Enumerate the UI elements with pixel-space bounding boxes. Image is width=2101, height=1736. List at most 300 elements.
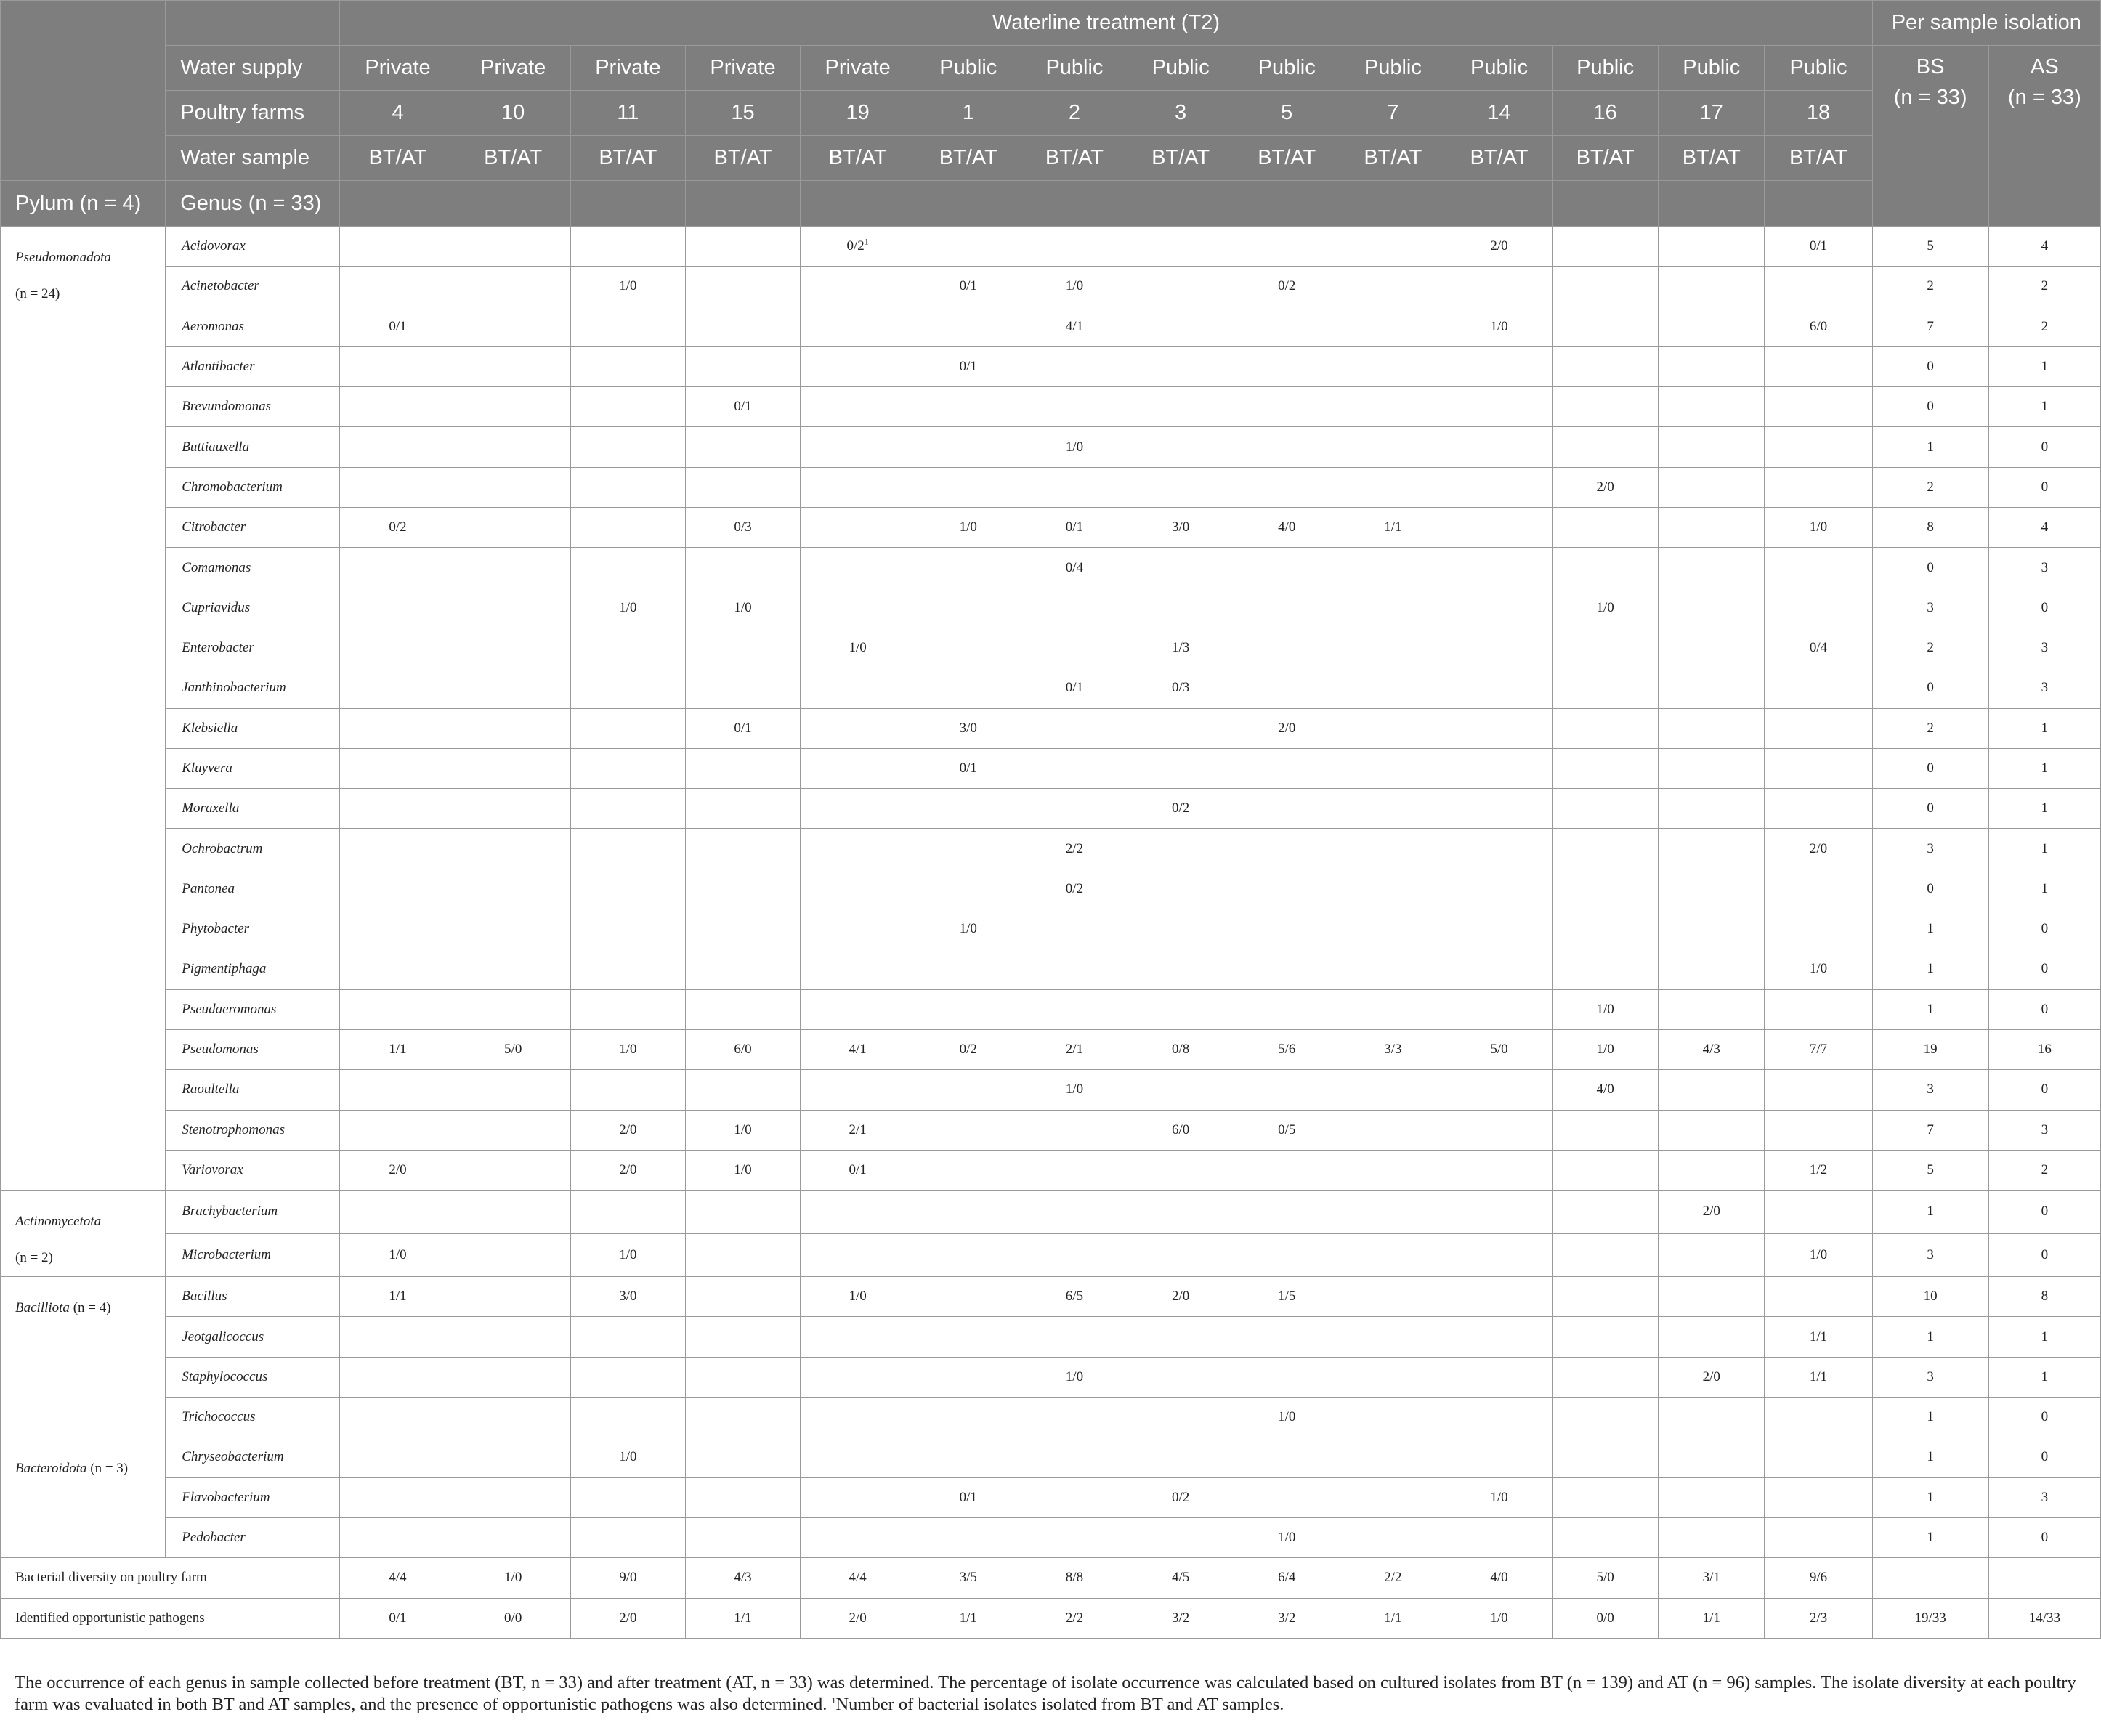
isolate-count-cell [1765,1357,1872,1397]
isolate-count-cell [1446,467,1552,507]
isolate-count-cell [340,588,456,628]
bs-count-cell: 1 [1872,909,1988,949]
isolate-count-cell [915,789,1021,829]
bs-header [1872,46,1988,227]
isolate-count-cell [340,508,456,548]
poultry-farm-cell: 14 [1446,91,1552,136]
isolate-count-cell [685,387,800,427]
isolate-count-cell [570,1029,685,1069]
phylum-cell [1,1191,166,1277]
isolate-count-cell [570,909,685,949]
summary-cell: 3/2 [1234,1598,1340,1638]
summary-cell: 4/4 [801,1558,915,1598]
isolate-count-cell [1128,1317,1234,1357]
isolate-count-cell [1234,789,1340,829]
isolate-count-value: 2/0 [1278,720,1296,736]
genus-cell: Atlantibacter [166,346,340,386]
isolate-count-cell [1340,789,1446,829]
isolate-count-cell [1659,227,1765,267]
summary-cell: 1/0 [456,1558,570,1598]
isolate-count-cell [685,748,800,788]
isolate-count-cell [1128,748,1234,788]
isolate-count-cell [1234,1070,1340,1110]
isolate-count-cell [1446,628,1552,668]
isolate-count-cell [685,508,800,548]
isolate-count-cell [1340,1070,1446,1110]
isolate-count-cell [685,789,800,829]
water-supply-cell: Public [1446,46,1552,91]
isolate-count-cell [1446,1477,1552,1517]
bs-count-cell: 5 [1872,1150,1988,1190]
isolate-count-cell [1446,668,1552,708]
isolate-count-cell [915,1398,1021,1437]
isolate-count-cell [1021,708,1128,748]
isolate-count-value: 2/0 [1490,238,1508,254]
isolate-count-cell [570,1357,685,1397]
isolate-count-value: 0/1 [959,1489,977,1505]
genus-cell: Enterobacter [166,628,340,668]
isolate-count-cell [801,548,915,588]
footnote-mark: 1 [831,1695,836,1705]
isolate-count-cell [1234,588,1340,628]
bs-n-label: (n = 33) [1893,86,1967,109]
isolate-count-cell [1021,1277,1128,1317]
isolate-count-cell [1340,1477,1446,1517]
isolate-count-cell [570,1150,685,1190]
isolate-count-value: 1/0 [1278,1530,1296,1546]
isolate-count-cell [340,307,456,346]
isolate-count-cell [1234,708,1340,748]
table-row [1,346,2101,386]
as-count-cell: 0 [1988,989,2100,1029]
isolate-count-cell [1340,989,1446,1029]
water-supply-cell: Public [1234,46,1340,91]
isolate-count-cell [1021,467,1128,507]
isolate-count-cell [1659,1150,1765,1190]
isolate-count-value: 1/0 [849,640,867,656]
as-count-cell: 1 [1988,748,2100,788]
isolate-count-cell [1234,1517,1340,1557]
table-row [1,1277,2101,1317]
isolate-count-cell [1340,1191,1446,1234]
isolate-count-cell [1234,307,1340,346]
isolate-count-cell [1021,1233,1128,1277]
isolate-count-cell [570,708,685,748]
as-count-cell: 1 [1988,387,2100,427]
as-count-cell: 2 [1988,1150,2100,1190]
isolate-count-value: 1/0 [1065,1082,1084,1098]
as-count-cell: 1 [1988,346,2100,386]
isolate-count-value: 6/0 [1171,1121,1190,1137]
genus-cell: Comamonas [166,548,340,588]
isolate-count-cell [801,1398,915,1437]
isolate-count-cell [1234,267,1340,307]
isolate-count-cell [570,346,685,386]
isolate-count-cell [1021,588,1128,628]
isolate-count-value: 0/2 [389,519,407,535]
isolate-count-cell [915,267,1021,307]
bs-count-cell: 7 [1872,307,1988,346]
isolate-count-cell [1021,1070,1128,1110]
header-blank-phylum [1,1,166,181]
isolate-count-cell [1446,1398,1552,1437]
isolate-count-cell [1553,1233,1659,1277]
isolate-count-cell [456,548,570,588]
poultry-farm-cell: 11 [570,91,685,136]
bs-label: BS [1916,55,1945,78]
isolate-count-cell [1446,267,1552,307]
isolate-count-cell [1446,508,1552,548]
water-supply-cell: Public [1659,46,1765,91]
bs-count-cell: 10 [1872,1277,1988,1317]
isolate-count-cell [1765,387,1872,427]
isolate-count-cell [1340,949,1446,989]
isolate-count-cell [456,1191,570,1234]
isolate-count-value: 3/3 [1384,1042,1402,1058]
isolate-count-cell [801,227,915,267]
isolate-count-cell [1021,1150,1128,1190]
isolate-count-cell [801,307,915,346]
isolate-count-cell [915,1317,1021,1357]
isolate-count-cell [340,989,456,1029]
isolate-count-cell [1553,1277,1659,1317]
isolate-count-cell [1659,708,1765,748]
isolate-count-cell [1659,1437,1765,1477]
header-blank-cell [340,181,456,227]
isolate-count-cell [685,668,800,708]
isolate-count-cell [1659,548,1765,588]
poultry-farms-label: Poultry farms [166,91,340,136]
isolate-count-cell [456,1110,570,1150]
header-blank-cell [685,181,800,227]
isolate-count-cell [1340,708,1446,748]
isolate-count-cell [915,1517,1021,1557]
isolate-count-value: 4/1 [1065,318,1084,334]
isolate-count-cell [915,1029,1021,1069]
table-row [1,1398,2101,1437]
isolate-count-cell [1659,989,1765,1029]
isolate-count-value: 1/0 [1596,1042,1614,1058]
phylum-count: (n = 4) [73,1300,111,1316]
table-row [1,829,2101,869]
isolate-count-cell [1446,307,1552,346]
as-count-cell: 1 [1988,708,2100,748]
isolate-count-value: 1/1 [389,1042,407,1058]
isolate-count-value: 0/1 [1809,238,1828,254]
isolate-count-cell [1553,1070,1659,1110]
bs-count-cell: 0 [1872,548,1988,588]
isolate-count-cell [1446,949,1552,989]
isolate-count-cell [1765,1277,1872,1317]
isolate-count-cell [456,1517,570,1557]
genus-cell: Moraxella [166,789,340,829]
isolate-count-cell [1340,508,1446,548]
bs-count-cell: 0 [1872,668,1988,708]
isolate-count-cell [1765,548,1872,588]
isolate-count-cell [1553,708,1659,748]
isolate-count-value: 0/4 [1809,640,1828,656]
isolate-count-cell [340,628,456,668]
isolate-count-cell [1021,1477,1128,1517]
isolate-count-cell [801,869,915,909]
isolate-count-cell [915,307,1021,346]
isolate-count-cell [456,588,570,628]
isolate-count-value: 0/2 [846,238,865,254]
water-sample-cell: BT/AT [1021,136,1128,181]
genus-cell: Kluyvera [166,748,340,788]
isolate-count-cell [456,829,570,869]
as-count-cell: 3 [1988,668,2100,708]
isolate-count-cell [801,467,915,507]
isolate-count-cell [1765,1317,1872,1357]
isolate-count-cell [1021,1517,1128,1557]
isolate-count-cell [915,227,1021,267]
genus-cell: Pedobacter [166,1517,340,1557]
isolate-count-cell [456,467,570,507]
isolate-count-cell [1340,668,1446,708]
header-blank-cell [456,181,570,227]
isolate-count-cell [570,508,685,548]
isolate-count-cell [1446,1277,1552,1317]
isolate-count-cell [801,1517,915,1557]
isolate-count-cell [1234,467,1340,507]
isolate-count-cell [1765,1150,1872,1190]
isolate-count-cell [1659,1517,1765,1557]
isolate-count-cell [1446,227,1552,267]
isolate-count-cell [1553,989,1659,1029]
isolate-count-value: 3/0 [959,720,977,736]
genus-cell: Cupriavidus [166,588,340,628]
isolate-count-cell [1765,1398,1872,1437]
water-supply-cell: Private [801,46,915,91]
isolate-count-value: 2/2 [1065,840,1084,856]
isolate-count-cell [1659,668,1765,708]
isolate-count-cell [1659,1317,1765,1357]
isolate-count-cell [340,1070,456,1110]
isolate-count-cell [685,267,800,307]
isolate-count-cell [801,508,915,548]
isolate-count-cell [1021,227,1128,267]
as-count-cell: 0 [1988,467,2100,507]
isolate-count-cell [1765,307,1872,346]
isolate-count-cell [1021,1398,1128,1437]
isolate-count-cell [1553,1317,1659,1357]
isolate-count-cell [915,1070,1021,1110]
isolate-count-value: 1/0 [1809,1246,1828,1262]
isolate-count-cell [1340,548,1446,588]
isolate-count-cell [1446,548,1552,588]
bs-count-cell: 1 [1872,1317,1988,1357]
isolate-count-cell [1340,1110,1446,1150]
header-blank-cell [1234,181,1340,227]
isolate-count-cell [1234,909,1340,949]
as-count-cell: 0 [1988,949,2100,989]
isolate-count-cell [801,949,915,989]
isolate-count-cell [570,949,685,989]
as-count-cell: 0 [1988,1233,2100,1277]
isolate-count-cell [1765,909,1872,949]
as-count-cell: 0 [1988,1398,2100,1437]
summary-as-cell [1988,1558,2100,1598]
isolate-count-cell [570,1317,685,1357]
isolate-count-value: 1/0 [959,921,977,937]
table-row [1,989,2101,1029]
isolate-count-value: 0/1 [959,278,977,294]
summary-cell: 2/2 [1340,1558,1446,1598]
isolate-count-cell [1340,1150,1446,1190]
isolate-count-cell [685,346,800,386]
isolate-count-cell [1128,1398,1234,1437]
isolate-count-cell [1553,949,1659,989]
isolate-count-cell [1765,668,1872,708]
isolate-count-cell [1659,1277,1765,1317]
isolate-count-cell [685,467,800,507]
phylum-cell [1,1277,166,1437]
table-header [1,1,2101,227]
isolate-count-cell [801,1029,915,1069]
isolate-count-value: 1/0 [1490,1489,1508,1505]
as-count-cell: 1 [1988,869,2100,909]
summary-row [1,1558,2101,1598]
isolate-count-cell [1765,588,1872,628]
isolate-count-cell [1340,267,1446,307]
isolate-count-value: 5/0 [504,1042,522,1058]
isolate-count-value: 2/0 [389,1161,407,1177]
isolate-count-cell [685,1398,800,1437]
genus-cell: Acidovorax [166,227,340,267]
isolate-count-cell [1340,1437,1446,1477]
isolate-count-cell [1340,588,1446,628]
isolate-count-value: 6/0 [1809,318,1828,334]
isolate-count-cell [915,708,1021,748]
genus-cell: Brevundomonas [166,387,340,427]
summary-cell: 5/0 [1553,1558,1659,1598]
isolate-count-cell [1553,1398,1659,1437]
isolate-count-value: 0/2 [1171,800,1190,816]
per-sample-header: Per sample isolation [1872,1,2100,46]
isolate-count-cell [1765,1233,1872,1277]
genus-cell: Pantonea [166,869,340,909]
genus-cell: Variovorax [166,1150,340,1190]
isolate-count-cell [1021,508,1128,548]
isolate-count-cell [570,1070,685,1110]
isolate-count-cell [801,708,915,748]
isolate-count-value: 1/5 [1278,1289,1296,1305]
isolate-count-cell [570,427,685,467]
isolate-count-cell [1765,1110,1872,1150]
isolate-count-value: 2/0 [1809,840,1828,856]
isolate-count-cell [685,869,800,909]
summary-as-cell: 14/33 [1988,1598,2100,1638]
isolate-count-cell [1446,1357,1552,1397]
phylum-name: Pseudomonadota [15,250,111,265]
bs-count-cell: 0 [1872,869,1988,909]
isolate-count-cell [1128,628,1234,668]
isolate-count-value: 1/0 [1065,439,1084,455]
isolate-count-cell [1340,1029,1446,1069]
isolate-count-value: 0/1 [959,760,977,776]
isolate-count-cell [1659,1191,1765,1234]
table-row [1,548,2101,588]
as-count-cell: 4 [1988,227,2100,267]
header-blank-genus [166,1,340,46]
isolate-count-cell [1128,1233,1234,1277]
isolate-count-cell [1553,1150,1659,1190]
isolate-count-cell [1553,1477,1659,1517]
header-row-water-sample [1,136,2101,181]
isolate-count-cell [1021,1029,1128,1069]
header-blank-cell [915,181,1021,227]
isolate-count-cell [1765,227,1872,267]
isolate-count-value: 1/0 [734,599,752,615]
poultry-farm-cell: 10 [456,91,570,136]
phylum-column-label: Pylum (n = 4) [1,181,166,227]
isolate-count-cell [1446,427,1552,467]
isolate-count-cell [1021,427,1128,467]
isolate-count-cell [1765,1029,1872,1069]
water-sample-cell: BT/AT [1128,136,1234,181]
isolate-count-cell [570,869,685,909]
genus-cell: Bacillus [166,1277,340,1317]
bs-count-cell: 1 [1872,1437,1988,1477]
isolate-count-cell [340,427,456,467]
bs-count-cell: 0 [1872,748,1988,788]
isolate-count-cell [1659,1029,1765,1069]
isolate-count-cell [1128,548,1234,588]
table-row [1,1191,2101,1234]
isolate-count-value: 1/0 [619,1042,637,1058]
table-row [1,387,2101,427]
poultry-farm-cell: 1 [915,91,1021,136]
isolate-count-cell [1128,909,1234,949]
isolate-count-cell [1340,1317,1446,1357]
genus-cell: Buttiauxella [166,427,340,467]
genus-cell: Aeromonas [166,307,340,346]
isolate-count-cell [340,227,456,267]
isolate-count-cell [685,1357,800,1397]
isolate-count-cell [1553,508,1659,548]
as-count-cell: 3 [1988,628,2100,668]
isolate-count-cell [1659,467,1765,507]
isolate-count-value: 5/0 [1490,1042,1508,1058]
summary-cell: 8/8 [1021,1558,1128,1598]
isolate-count-cell [1765,748,1872,788]
isolate-count-cell [456,1277,570,1317]
isolate-count-cell [456,1233,570,1277]
isolate-count-value: 6/0 [734,1042,752,1058]
isolate-count-cell [1659,267,1765,307]
isolate-count-value: 1/0 [734,1121,752,1137]
isolate-count-cell [1659,1398,1765,1437]
isolate-count-cell [1765,1437,1872,1477]
genus-cell: Microbacterium [166,1233,340,1277]
isolate-count-cell [685,949,800,989]
isolate-count-cell [1340,467,1446,507]
bs-count-cell: 0 [1872,387,1988,427]
isolate-count-cell [1234,1398,1340,1437]
isolate-count-cell [340,1277,456,1317]
isolate-count-cell [1128,1191,1234,1234]
header-row-poultry-farms [1,91,2101,136]
isolate-count-value: 5/6 [1278,1042,1296,1058]
isolate-count-cell [1446,1070,1552,1110]
genus-cell: Citrobacter [166,508,340,548]
as-count-cell: 4 [1988,508,2100,548]
bs-count-cell: 1 [1872,1398,1988,1437]
isolate-count-cell [1765,267,1872,307]
isolate-count-cell [1446,789,1552,829]
isolate-count-cell [1128,346,1234,386]
